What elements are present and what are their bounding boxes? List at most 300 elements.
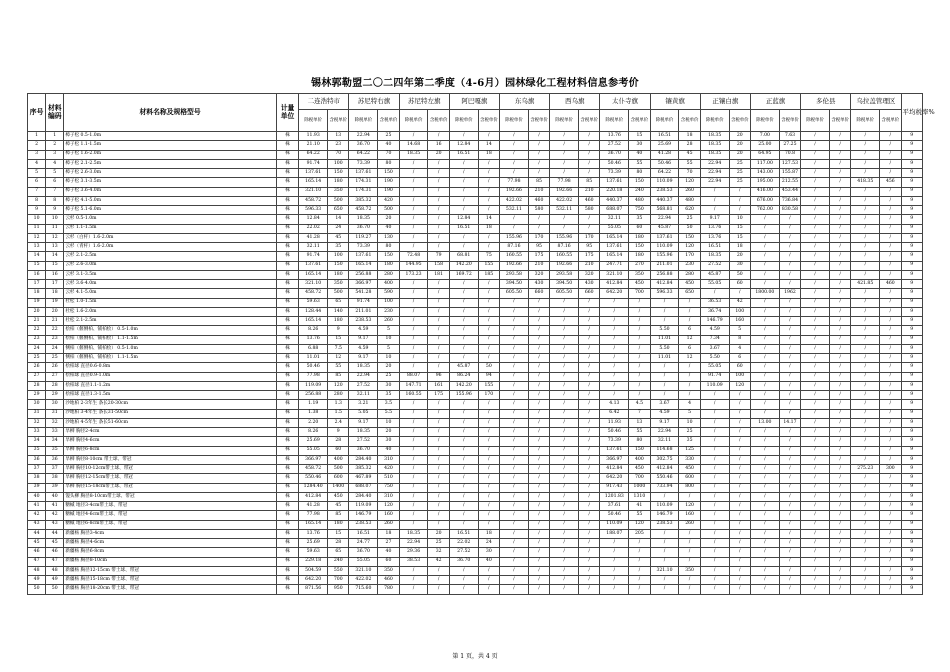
table-cell: 株 [276,428,298,437]
table-cell: / [550,372,579,381]
table-cell: / [779,391,800,400]
table-cell: / [750,400,779,409]
table-cell: 36.70 [600,150,629,159]
table-cell: / [579,483,600,492]
table-cell: / [579,520,600,529]
table-cell: / [449,206,478,215]
table-cell: / [399,418,428,427]
table-cell: 9 [901,474,922,483]
table-cell: 150 [629,178,650,187]
table-cell: 12.84 [449,215,478,224]
table-cell: / [750,381,779,390]
table-cell: / [528,344,549,353]
table-cell: 80 [378,159,399,168]
table-cell: 94 [478,372,499,381]
table-cell: 46 [46,548,64,557]
table-cell: / [829,520,850,529]
table-cell: 430 [579,280,600,289]
table-cell: / [629,585,650,594]
table-cell: 700 [629,474,650,483]
table-cell: / [880,326,901,335]
table-cell: / [579,307,600,316]
table-cell: / [478,326,499,335]
table-cell: 株 [276,363,298,372]
table-cell: 270 [629,261,650,270]
table-cell: / [428,428,449,437]
table-cell: / [829,548,850,557]
table-cell: 510 [378,474,399,483]
table-cell: 株 [276,344,298,353]
table-cell: 42 [46,511,64,520]
table-cell: / [478,502,499,511]
table-cell: 16.51 [349,529,378,538]
table-cell: 185 [478,270,499,279]
table-cell: 25 [729,159,750,168]
table-cell: 32.11 [349,391,378,400]
table-cell: / [449,576,478,585]
table-cell: 85 [328,372,349,381]
table-cell: / [579,169,600,178]
table-cell: / [399,289,428,298]
table-cell: 300 [880,465,901,474]
table-cell: 43 [28,520,46,529]
table-cell: / [550,520,579,529]
header-incl-tax: 含税单价 [378,110,399,132]
table-cell: 100 [729,307,750,316]
table-cell: 180 [328,317,349,326]
table-cell: 29.36 [399,548,428,557]
table-cell: 5.5 [378,409,399,418]
table-cell: / [528,215,549,224]
table-cell: 30 [46,400,64,409]
table-cell: / [829,187,850,196]
table-cell: / [629,576,650,585]
table-cell: / [851,317,880,326]
table-cell: 110.09 [650,243,679,252]
table-cell: 4.59 [650,409,679,418]
table-cell: 458.72 [299,289,328,298]
table-cell: 樟子松 3.1-3.5m [64,178,277,187]
table-row [28,317,923,326]
table-cell: / [851,344,880,353]
table-cell: 32 [46,418,64,427]
header-excl-tax: 除税单价 [449,110,478,132]
table-cell: 143.00 [750,169,779,178]
table-cell: / [500,502,529,511]
table-cell: / [779,335,800,344]
table-cell: 11.93 [299,132,328,141]
table-cell: / [829,298,850,307]
table-cell: / [550,529,579,538]
table-cell: 412.84 [650,280,679,289]
header-region: 东乌旗 [500,94,550,110]
table-cell: 樟子松 5.1-6.0m [64,206,277,215]
header-excl-tax: 除税单价 [801,110,830,132]
table-cell: / [650,548,679,557]
table-cell: / [750,270,779,279]
table-cell: / [449,400,478,409]
table-cell: 418.35 [851,178,880,187]
table-cell: 9 [901,381,922,390]
table-cell: 9 [901,206,922,215]
table-cell: / [729,539,750,548]
table-cell: / [650,585,679,594]
table-cell: / [478,354,499,363]
table-cell: / [700,400,729,409]
table-cell: 株 [276,539,298,548]
table-cell: 137.61 [299,169,328,178]
header-seq: 序号 [28,94,46,132]
table-cell: / [550,298,579,307]
table-cell: / [449,280,478,289]
table-cell: 36.70 [449,557,478,566]
table-cell: 125 [679,446,700,455]
table-cell: / [729,409,750,418]
table-cell: / [779,576,800,585]
table-cell: 400 [629,455,650,464]
table-cell: / [528,391,549,400]
table-cell: 70.8 [779,150,800,159]
table-cell: / [700,418,729,427]
table-cell: / [750,252,779,261]
table-cell: 440.37 [650,196,679,205]
table-cell: 9 [901,502,922,511]
table-cell: 600 [328,474,349,483]
table-cell: 35 [328,243,349,252]
table-cell: / [600,354,629,363]
table-cell: / [500,566,529,575]
table-cell: 500 [378,206,399,215]
table-cell: 210 [579,261,600,270]
table-row [28,270,923,279]
table-cell: / [750,233,779,242]
table-cell: / [500,428,529,437]
header-region: 西乌旗 [550,94,600,110]
table-cell: / [779,280,800,289]
table-cell: / [829,391,850,400]
table-cell: 株 [276,520,298,529]
table-cell: 64.22 [650,169,679,178]
table-cell: 70 [679,169,700,178]
table-cell: 16.51 [650,132,679,141]
table-cell: 6 [679,344,700,353]
table-cell: / [729,446,750,455]
table-cell: 1284.40 [299,483,328,492]
header-incl-tax: 含税单价 [729,110,750,132]
table-cell: / [428,511,449,520]
table-cell: 旱柳 胸径10-12cm带土球、带冠 [64,465,277,474]
table-cell: / [449,428,478,437]
table-cell: 302.75 [650,455,679,464]
table-cell: / [801,206,830,215]
table-cell: / [880,372,901,381]
table-cell: / [851,206,880,215]
table-cell: 10 [378,418,399,427]
table-cell: / [428,196,449,205]
table-cell: / [829,178,850,187]
table-cell: / [851,215,880,224]
table-cell: / [851,446,880,455]
table-cell: 13 [28,243,46,252]
table-cell: / [829,529,850,538]
table-cell: / [550,566,579,575]
table-cell: 2 [28,141,46,150]
table-cell: 30 [729,261,750,270]
table-cell: 30 [378,381,399,390]
table-cell: / [729,418,750,427]
table-cell: / [801,132,830,141]
table-cell: / [750,344,779,353]
table-cell: 13.00 [750,418,779,427]
table-cell: / [801,215,830,224]
header-region: 太仆寺旗 [600,94,650,110]
table-cell: / [600,344,629,353]
table-cell: / [779,224,800,233]
table-cell: 80 [629,437,650,446]
table-cell: / [478,428,499,437]
table-cell: / [528,326,549,335]
table-cell: 50 [46,585,64,594]
table-cell: 174.31 [349,178,378,187]
table-cell: 170 [679,252,700,261]
table-cell: 株 [276,215,298,224]
table-cell: 173.23 [399,270,428,279]
table-cell: / [399,132,428,141]
table-cell: 22.94 [700,178,729,187]
table-cell: 17 [46,280,64,289]
table-cell: 25.69 [299,437,328,446]
table-cell: / [629,344,650,353]
table-cell: / [528,317,549,326]
table-cell: / [428,169,449,178]
table-cell: / [851,418,880,427]
table-cell: / [880,132,901,141]
table-cell: 350 [328,280,349,289]
table-cell: / [399,520,428,529]
table-cell: / [679,372,700,381]
table-cell: / [829,566,850,575]
table-cell: / [428,326,449,335]
table-cell: 9 [901,492,922,501]
table-cell: 9 [901,400,922,409]
table-row [28,455,923,464]
table-cell: / [750,335,779,344]
table-cell: / [750,585,779,594]
table-cell: 20 [378,363,399,372]
table-cell: 15 [46,261,64,270]
table-cell: 22.94 [650,428,679,437]
table-cell: 460 [528,196,549,205]
table-cell: 310 [378,455,399,464]
table-cell: / [750,307,779,316]
table-cell: 桧柏球 直径0.6-0.8m [64,363,277,372]
table-cell: / [880,446,901,455]
table-cell: / [729,474,750,483]
table-cell: / [579,548,600,557]
table-cell: / [679,576,700,585]
table-cell: 5 [729,326,750,335]
table-cell: / [750,243,779,252]
table-row [28,576,923,585]
table-cell: 190 [378,178,399,187]
table-cell: / [829,132,850,141]
table-cell: / [500,446,529,455]
table-cell: / [880,261,901,270]
header-region: 乌拉盖管理区 [851,94,901,110]
table-cell: / [801,280,830,289]
header-avg-tax: 平均税率% [901,94,922,132]
table-cell: / [880,483,901,492]
table-cell: / [428,409,449,418]
table-cell: / [750,557,779,566]
table-cell: 85 [579,178,600,187]
table-cell: 412.84 [600,465,629,474]
table-cell: 27.52 [349,437,378,446]
table-cell: 34 [46,437,64,446]
table-cell: 40 [46,492,64,501]
table-cell: 642.20 [600,289,629,298]
table-cell: / [679,391,700,400]
table-cell: / [801,150,830,159]
table-cell: 35 [28,446,46,455]
header-incl-tax: 含税单价 [829,110,850,132]
table-cell: / [550,391,579,400]
table-cell: 180 [629,233,650,242]
table-cell: 170 [579,233,600,242]
table-cell: 504.59 [299,566,328,575]
table-row [28,159,923,168]
table-cell: / [449,511,478,520]
table-cell: 株 [276,585,298,594]
table-cell: / [550,381,579,390]
table-cell: / [528,159,549,168]
table-cell: / [550,159,579,168]
table-cell: 64.22 [299,150,328,159]
table-cell: / [750,465,779,474]
table-cell: 49 [28,576,46,585]
table-cell: 16.51 [449,224,478,233]
table-cell: / [801,566,830,575]
table-cell: 580 [579,206,600,215]
table-cell: 14.68 [399,141,428,150]
table-cell: / [801,483,830,492]
table-cell: / [829,363,850,372]
table-cell: 32.11 [650,437,679,446]
table-cell: 15 [28,261,46,270]
table-cell: / [528,381,549,390]
table-cell: 284.40 [349,455,378,464]
table-cell: / [829,233,850,242]
table-cell: / [650,539,679,548]
table-cell: 422.02 [349,576,378,585]
table-cell: 株 [276,298,298,307]
table-cell: / [851,307,880,316]
table-cell: 杜松 1.0-1.5m [64,298,277,307]
table-cell: 27 [28,372,46,381]
table-cell: 6 [729,354,750,363]
table-cell: / [851,502,880,511]
table-cell: / [679,548,700,557]
table-cell: / [801,243,830,252]
table-cell: 云杉（青杆）1.6-2.0m [64,243,277,252]
table-cell: 85 [528,178,549,187]
table-cell: 株 [276,529,298,538]
header-excl-tax: 除税单价 [750,110,779,132]
table-cell: / [851,326,880,335]
table-cell: 株 [276,465,298,474]
table-cell: / [801,576,830,585]
table-cell: 41 [629,502,650,511]
table-row [28,252,923,261]
table-cell: 450 [629,280,650,289]
table-cell: / [679,492,700,501]
table-cell: / [399,187,428,196]
table-cell: / [880,511,901,520]
table-cell: / [579,418,600,427]
table-cell: 50 [679,224,700,233]
table-cell: 385.32 [349,196,378,205]
table-cell: 11 [46,224,64,233]
table-cell: 2 [46,141,64,150]
table-cell: / [880,585,901,594]
table-cell: / [851,335,880,344]
table-cell: / [500,465,529,474]
table-cell: / [399,409,428,418]
table-cell: 9.17 [349,354,378,363]
table-cell: 14.17 [779,418,800,427]
table-cell: 450 [328,492,349,501]
table-cell: / [729,502,750,511]
table-cell: 394.50 [500,280,529,289]
table-cell: 9 [328,326,349,335]
table-cell: 9 [901,363,922,372]
table-cell: 22.94 [399,539,428,548]
table-cell: / [851,520,880,529]
table-cell: / [801,252,830,261]
table-cell: 3 [46,150,64,159]
table-cell: / [600,539,629,548]
table-cell: / [801,141,830,150]
table-cell: 9 [901,252,922,261]
table-cell: / [428,483,449,492]
table-cell: 456 [880,178,901,187]
table-cell: 114.68 [650,446,679,455]
table-cell: 38 [28,474,46,483]
table-cell: / [851,169,880,178]
table-cell: / [750,483,779,492]
table-cell: 38 [46,474,64,483]
table-cell: / [528,548,549,557]
table-cell: 12 [679,354,700,363]
table-cell: 45 [679,150,700,159]
table-cell: / [449,465,478,474]
table-cell: / [629,326,650,335]
table-cell: 24 [478,539,499,548]
table-cell: 18.35 [349,428,378,437]
table-cell: 128.44 [299,307,328,316]
table-cell: 88.07 [399,372,428,381]
table-cell: 137.61 [600,243,629,252]
table-cell: 5 [679,409,700,418]
table-cell: 1310 [629,492,650,501]
table-cell: 736.84 [779,196,800,205]
table-cell: / [500,409,529,418]
table-cell: 68.81 [449,252,478,261]
table-cell: 22.94 [700,159,729,168]
table-cell: 12 [679,335,700,344]
table-cell: 32.11 [299,243,328,252]
table-cell: 5.50 [700,354,729,363]
